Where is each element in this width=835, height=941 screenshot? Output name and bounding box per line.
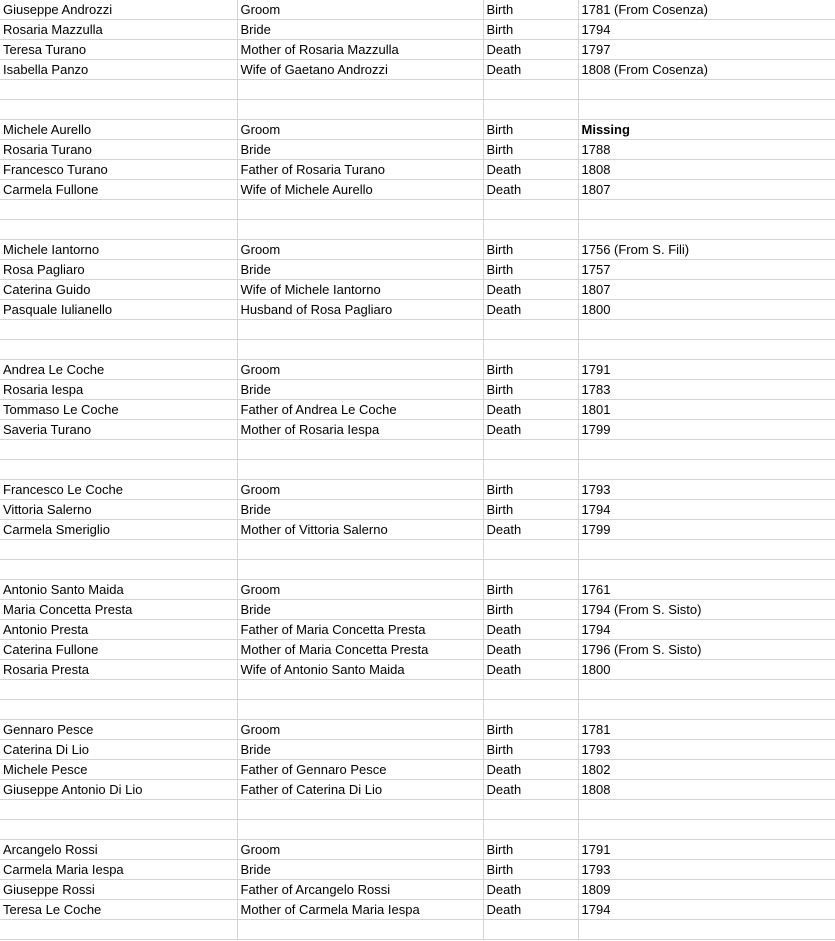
event-cell[interactable]: Death (483, 520, 578, 540)
table-row (0, 180, 835, 200)
role-cell[interactable]: Bride (237, 140, 483, 160)
event-cell[interactable]: Birth (483, 120, 578, 140)
name-cell[interactable]: Gennaro Pesce (0, 720, 237, 740)
role-cell[interactable] (237, 200, 483, 220)
name-cell[interactable]: Rosa Pagliaro (0, 260, 237, 280)
name-cell[interactable] (0, 80, 237, 100)
event-cell[interactable]: Birth (483, 860, 578, 880)
name-cell[interactable]: Rosaria Presta (0, 660, 237, 680)
role-cell[interactable] (237, 440, 483, 460)
name-cell[interactable]: Michele Pesce (0, 760, 237, 780)
year-cell[interactable] (578, 320, 835, 340)
table-row (0, 280, 835, 300)
role-cell[interactable]: Groom (237, 840, 483, 860)
year-cell[interactable]: 1800 (578, 300, 835, 320)
name-cell[interactable]: Francesco Le Coche (0, 480, 237, 500)
table-row (0, 20, 835, 40)
name-cell[interactable]: Teresa Turano (0, 40, 237, 60)
name-cell[interactable]: Rosaria Iespa (0, 380, 237, 400)
role-cell[interactable]: Bride (237, 20, 483, 40)
event-cell[interactable] (483, 920, 578, 940)
table-row (0, 520, 835, 540)
event-cell[interactable] (483, 100, 578, 120)
name-cell[interactable]: Carmela Fullone (0, 180, 237, 200)
event-cell[interactable]: Birth (483, 380, 578, 400)
event-cell[interactable]: Death (483, 760, 578, 780)
role-cell[interactable] (237, 320, 483, 340)
year-cell[interactable]: 1757 (578, 260, 835, 280)
table-row (0, 720, 835, 740)
event-cell[interactable]: Birth (483, 0, 578, 20)
role-cell[interactable] (237, 340, 483, 360)
table-row (0, 500, 835, 520)
role-cell[interactable]: Mother of Vittoria Salerno (237, 520, 483, 540)
role-cell[interactable] (237, 800, 483, 820)
table-row (0, 920, 835, 940)
year-cell[interactable]: 1808 (578, 780, 835, 800)
table-row (0, 400, 835, 420)
name-cell[interactable]: Carmela Smeriglio (0, 520, 237, 540)
event-cell[interactable]: Birth (483, 140, 578, 160)
event-cell[interactable] (483, 80, 578, 100)
role-cell[interactable]: Groom (237, 580, 483, 600)
table-row (0, 660, 835, 680)
table-row (0, 140, 835, 160)
name-cell[interactable]: Rosaria Mazzulla (0, 20, 237, 40)
role-cell[interactable] (237, 540, 483, 560)
table-row (0, 40, 835, 60)
year-cell[interactable] (578, 800, 835, 820)
role-cell[interactable] (237, 560, 483, 580)
event-cell[interactable]: Birth (483, 500, 578, 520)
table-row (0, 820, 835, 840)
table-row (0, 200, 835, 220)
year-cell[interactable]: 1781 (578, 720, 835, 740)
name-cell[interactable] (0, 320, 237, 340)
name-cell[interactable] (0, 920, 237, 940)
table-row (0, 880, 835, 900)
table-row (0, 560, 835, 580)
event-cell[interactable]: Birth (483, 720, 578, 740)
event-cell[interactable] (483, 680, 578, 700)
table-row (0, 440, 835, 460)
role-cell[interactable]: Mother of Rosaria Iespa (237, 420, 483, 440)
event-cell[interactable]: Birth (483, 840, 578, 860)
year-cell[interactable]: 1794 (578, 900, 835, 920)
year-cell[interactable]: 1809 (578, 880, 835, 900)
event-cell[interactable] (483, 540, 578, 560)
table-row (0, 860, 835, 880)
event-cell[interactable]: Death (483, 640, 578, 660)
role-cell[interactable]: Groom (237, 120, 483, 140)
event-cell[interactable] (483, 220, 578, 240)
year-cell[interactable] (578, 200, 835, 220)
year-cell[interactable]: 1791 (578, 360, 835, 380)
table-row (0, 0, 835, 20)
name-cell[interactable] (0, 700, 237, 720)
table-row (0, 300, 835, 320)
event-cell[interactable]: Death (483, 280, 578, 300)
role-cell[interactable] (237, 820, 483, 840)
table-row (0, 760, 835, 780)
event-cell[interactable] (483, 320, 578, 340)
event-cell[interactable]: Death (483, 420, 578, 440)
event-cell[interactable]: Birth (483, 360, 578, 380)
year-cell[interactable]: 1796 (From S. Sisto) (578, 640, 835, 660)
name-cell[interactable]: Giuseppe Rossi (0, 880, 237, 900)
name-cell[interactable] (0, 340, 237, 360)
table-row (0, 100, 835, 120)
event-cell[interactable] (483, 560, 578, 580)
year-cell[interactable] (578, 100, 835, 120)
name-cell[interactable]: Caterina Guido (0, 280, 237, 300)
table-row (0, 580, 835, 600)
event-cell[interactable]: Birth (483, 260, 578, 280)
table-row (0, 360, 835, 380)
event-cell[interactable]: Death (483, 780, 578, 800)
table-row (0, 640, 835, 660)
table-row (0, 160, 835, 180)
event-cell[interactable]: Birth (483, 20, 578, 40)
name-cell[interactable]: Caterina Di Lio (0, 740, 237, 760)
table-row (0, 320, 835, 340)
table-row (0, 600, 835, 620)
role-cell[interactable]: Wife of Gaetano Androzzi (237, 60, 483, 80)
table-row (0, 680, 835, 700)
table-row (0, 60, 835, 80)
year-cell[interactable]: 1793 (578, 740, 835, 760)
event-cell[interactable]: Death (483, 620, 578, 640)
year-cell[interactable] (578, 340, 835, 360)
event-cell[interactable]: Death (483, 300, 578, 320)
name-cell[interactable]: Michele Aurello (0, 120, 237, 140)
year-cell[interactable]: Missing (578, 120, 835, 140)
role-cell[interactable] (237, 80, 483, 100)
role-cell[interactable]: Father of Maria Concetta Presta (237, 620, 483, 640)
year-cell[interactable]: 1793 (578, 860, 835, 880)
name-cell[interactable] (0, 540, 237, 560)
event-cell[interactable] (483, 200, 578, 220)
event-cell[interactable] (483, 820, 578, 840)
year-cell[interactable] (578, 560, 835, 580)
role-cell[interactable]: Father of Gennaro Pesce (237, 760, 483, 780)
name-cell[interactable] (0, 100, 237, 120)
name-cell[interactable] (0, 560, 237, 580)
role-cell[interactable]: Mother of Maria Concetta Presta (237, 640, 483, 660)
year-cell[interactable]: 1808 (From Cosenza) (578, 60, 835, 80)
year-cell[interactable]: 1783 (578, 380, 835, 400)
table-row (0, 380, 835, 400)
name-cell[interactable]: Tommaso Le Coche (0, 400, 237, 420)
year-cell[interactable] (578, 440, 835, 460)
year-cell[interactable]: 1808 (578, 160, 835, 180)
event-cell[interactable] (483, 440, 578, 460)
name-cell[interactable]: Rosaria Turano (0, 140, 237, 160)
name-cell[interactable]: Antonio Santo Maida (0, 580, 237, 600)
name-cell[interactable]: Vittoria Salerno (0, 500, 237, 520)
year-cell[interactable]: 1800 (578, 660, 835, 680)
name-cell[interactable] (0, 460, 237, 480)
year-cell[interactable] (578, 540, 835, 560)
name-cell[interactable]: Caterina Fullone (0, 640, 237, 660)
table-row (0, 420, 835, 440)
role-cell[interactable] (237, 700, 483, 720)
role-cell[interactable]: Wife of Michele Aurello (237, 180, 483, 200)
table-row (0, 780, 835, 800)
role-cell[interactable]: Groom (237, 720, 483, 740)
event-cell[interactable]: Birth (483, 240, 578, 260)
role-cell[interactable]: Groom (237, 360, 483, 380)
table-row (0, 120, 835, 140)
name-cell[interactable]: Giuseppe Antonio Di Lio (0, 780, 237, 800)
table-row (0, 800, 835, 820)
year-cell[interactable]: 1761 (578, 580, 835, 600)
event-cell[interactable] (483, 460, 578, 480)
year-cell[interactable] (578, 460, 835, 480)
event-cell[interactable]: Death (483, 400, 578, 420)
table-row (0, 700, 835, 720)
year-cell[interactable]: 1799 (578, 420, 835, 440)
name-cell[interactable]: Pasquale Iulianello (0, 300, 237, 320)
role-cell[interactable]: Wife of Antonio Santo Maida (237, 660, 483, 680)
table-row (0, 460, 835, 480)
event-cell[interactable]: Death (483, 160, 578, 180)
year-cell[interactable]: 1794 (578, 20, 835, 40)
role-cell[interactable] (237, 920, 483, 940)
year-cell[interactable] (578, 220, 835, 240)
year-cell[interactable]: 1794 (578, 500, 835, 520)
event-cell[interactable] (483, 800, 578, 820)
event-cell[interactable]: Death (483, 180, 578, 200)
year-cell[interactable]: 1802 (578, 760, 835, 780)
year-cell[interactable]: 1794 (From S. Sisto) (578, 600, 835, 620)
name-cell[interactable]: Giuseppe Androzzi (0, 0, 237, 20)
role-cell[interactable]: Bride (237, 500, 483, 520)
role-cell[interactable]: Mother of Rosaria Mazzulla (237, 40, 483, 60)
role-cell[interactable]: Bride (237, 740, 483, 760)
role-cell[interactable]: Mother of Carmela Maria Iespa (237, 900, 483, 920)
year-cell[interactable]: 1807 (578, 280, 835, 300)
year-cell[interactable]: 1756 (From S. Fili) (578, 240, 835, 260)
name-cell[interactable] (0, 220, 237, 240)
table-row (0, 620, 835, 640)
name-cell[interactable]: Carmela Maria Iespa (0, 860, 237, 880)
role-cell[interactable]: Bride (237, 600, 483, 620)
table-row (0, 480, 835, 500)
table-row (0, 80, 835, 100)
event-cell[interactable]: Birth (483, 480, 578, 500)
event-cell[interactable]: Death (483, 900, 578, 920)
role-cell[interactable]: Bride (237, 860, 483, 880)
name-cell[interactable]: Teresa Le Coche (0, 900, 237, 920)
name-cell[interactable] (0, 200, 237, 220)
name-cell[interactable]: Isabella Panzo (0, 60, 237, 80)
name-cell[interactable]: Andrea Le Coche (0, 360, 237, 380)
name-cell[interactable]: Michele Iantorno (0, 240, 237, 260)
name-cell[interactable]: Antonio Presta (0, 620, 237, 640)
table-row (0, 340, 835, 360)
year-cell[interactable]: 1794 (578, 620, 835, 640)
table-row (0, 840, 835, 860)
year-cell[interactable]: 1791 (578, 840, 835, 860)
name-cell[interactable]: Francesco Turano (0, 160, 237, 180)
role-cell[interactable]: Groom (237, 480, 483, 500)
role-cell[interactable]: Bride (237, 260, 483, 280)
year-cell[interactable]: 1788 (578, 140, 835, 160)
table-row (0, 220, 835, 240)
event-cell[interactable]: Death (483, 660, 578, 680)
year-cell[interactable]: 1807 (578, 180, 835, 200)
name-cell[interactable]: Saveria Turano (0, 420, 237, 440)
name-cell[interactable] (0, 680, 237, 700)
event-cell[interactable] (483, 700, 578, 720)
role-cell[interactable]: Groom (237, 240, 483, 260)
table-row (0, 240, 835, 260)
year-cell[interactable] (578, 920, 835, 940)
event-cell[interactable]: Death (483, 60, 578, 80)
role-cell[interactable]: Father of Andrea Le Coche (237, 400, 483, 420)
name-cell[interactable] (0, 440, 237, 460)
role-cell[interactable] (237, 100, 483, 120)
table-row (0, 740, 835, 760)
year-cell[interactable]: 1793 (578, 480, 835, 500)
year-cell[interactable]: 1799 (578, 520, 835, 540)
event-cell[interactable]: Birth (483, 600, 578, 620)
table-row (0, 260, 835, 280)
name-cell[interactable]: Arcangelo Rossi (0, 840, 237, 860)
year-cell[interactable] (578, 820, 835, 840)
year-cell[interactable] (578, 80, 835, 100)
year-cell[interactable]: 1781 (From Cosenza) (578, 0, 835, 20)
role-cell[interactable] (237, 460, 483, 480)
role-cell[interactable]: Father of Rosaria Turano (237, 160, 483, 180)
event-cell[interactable] (483, 340, 578, 360)
year-cell[interactable]: 1797 (578, 40, 835, 60)
event-cell[interactable]: Birth (483, 580, 578, 600)
role-cell[interactable] (237, 220, 483, 240)
table-row (0, 900, 835, 920)
year-cell[interactable] (578, 680, 835, 700)
role-cell[interactable]: Groom (237, 0, 483, 20)
name-cell[interactable] (0, 800, 237, 820)
role-cell[interactable]: Bride (237, 380, 483, 400)
role-cell[interactable]: Husband of Rosa Pagliaro (237, 300, 483, 320)
event-cell[interactable]: Death (483, 880, 578, 900)
role-cell[interactable] (237, 680, 483, 700)
name-cell[interactable]: Maria Concetta Presta (0, 600, 237, 620)
role-cell[interactable]: Wife of Michele Iantorno (237, 280, 483, 300)
role-cell[interactable]: Father of Arcangelo Rossi (237, 880, 483, 900)
year-cell[interactable]: 1801 (578, 400, 835, 420)
name-cell[interactable] (0, 820, 237, 840)
event-cell[interactable]: Death (483, 40, 578, 60)
event-cell[interactable]: Birth (483, 740, 578, 760)
table-row (0, 540, 835, 560)
role-cell[interactable]: Father of Caterina Di Lio (237, 780, 483, 800)
year-cell[interactable] (578, 700, 835, 720)
